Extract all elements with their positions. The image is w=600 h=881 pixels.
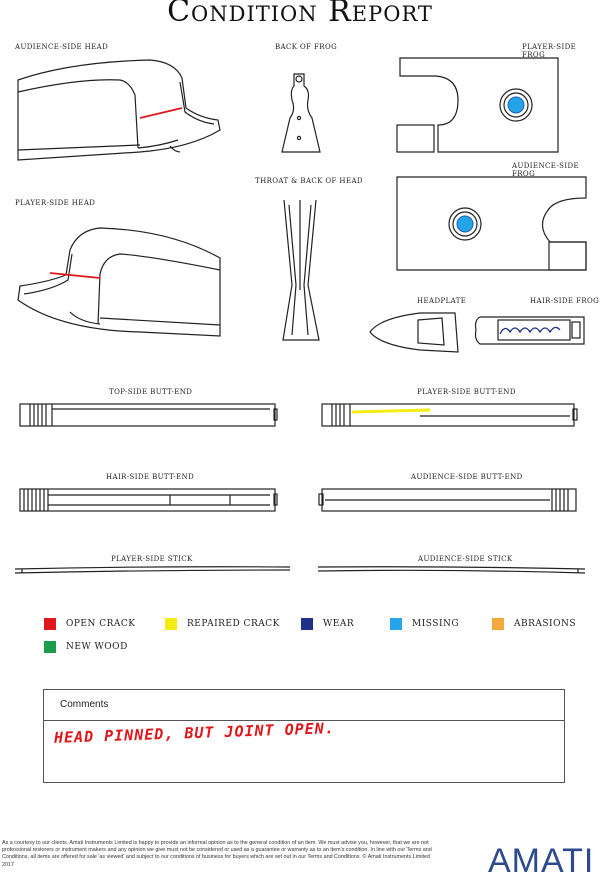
legend-swatch bbox=[44, 618, 56, 630]
comments-text: HEAD PINNED, BUT JOINT OPEN. bbox=[53, 719, 336, 747]
legend-label: REPAIRED CRACK bbox=[187, 619, 280, 629]
legend-new-wood bbox=[44, 641, 128, 653]
diagram-player-side-frog bbox=[397, 58, 558, 152]
diagram-audience-side-butt-end bbox=[319, 489, 576, 511]
label-hair-side-frog: HAIR-SIDE FROG bbox=[530, 297, 600, 305]
comments-box bbox=[43, 689, 565, 783]
diagram-audience-side-stick bbox=[318, 567, 585, 573]
diagram-player-side-head bbox=[18, 228, 220, 336]
diagram-audience-side-frog bbox=[397, 177, 586, 270]
diagram-hair-side-butt-end bbox=[20, 489, 277, 511]
label-top-side-butt-end: TOP-SIDE BUTT-END bbox=[109, 388, 193, 396]
marking-open-crack-audience-head bbox=[140, 108, 182, 118]
diagram-back-of-frog bbox=[282, 74, 320, 152]
legend-open-crack bbox=[44, 618, 136, 630]
legend-swatch bbox=[165, 618, 177, 630]
legend-swatch bbox=[492, 618, 504, 630]
legend-swatch bbox=[301, 618, 313, 630]
label-player-side-stick: PLAYER-SIDE STICK bbox=[111, 555, 193, 563]
legend-wear bbox=[301, 618, 354, 630]
marking-missing-audience-frog bbox=[457, 216, 473, 232]
legend-label: OPEN CRACK bbox=[66, 619, 136, 629]
diagram-audience-side-head bbox=[18, 60, 220, 160]
legend-swatch bbox=[44, 641, 56, 653]
legend-abrasions bbox=[492, 618, 576, 630]
diagram-headplate bbox=[370, 313, 458, 352]
label-hair-side-butt-end: HAIR-SIDE BUTT-END bbox=[106, 473, 195, 481]
label-player-side-frog: PLAYER-SIDE FROG bbox=[522, 43, 577, 59]
label-player-side-head: PLAYER-SIDE HEAD bbox=[15, 199, 96, 207]
legend-label: WEAR bbox=[323, 619, 355, 629]
marking-repaired-crack-player-butt bbox=[352, 410, 430, 412]
marking-missing-player-frog bbox=[508, 97, 524, 113]
legend-swatch bbox=[390, 618, 402, 630]
legend-label: NEW WOOD bbox=[66, 642, 128, 652]
label-throat-back-of-head: THROAT & BACK OF HEAD bbox=[255, 177, 363, 185]
marking-wear-hair-side-frog bbox=[500, 327, 560, 334]
disclaimer: As a courtesy to our clients, Amati Instruments Limited is happy to provide an informal opinion as to the general condition of an item. We must advise you, however, that we are not professional restorers or instrument makers and any opinion we give must not be considered or used as a guarantee or warranty as to an item's condition. In line with our Terms and Conditions, all items are offered for sale 'as viewed' and subject to our conditions of business for buyers which are set out in our Terms and Conditions. © Amati Instruments Limited 2017 bbox=[2, 840, 432, 868]
diagram-player-side-butt-end bbox=[322, 404, 577, 426]
comments-heading: Comments bbox=[44, 690, 564, 721]
marking-open-crack-player-head bbox=[50, 273, 100, 278]
amati-logo: AMATI bbox=[488, 842, 595, 880]
legend-missing bbox=[390, 618, 459, 630]
legend-label: ABRASIONS bbox=[514, 619, 577, 629]
legend-label: MISSING bbox=[412, 619, 460, 629]
label-audience-side-frog: AUDIENCE-SIDE FROG bbox=[512, 162, 580, 178]
page-title: Condition Report bbox=[167, 0, 433, 29]
diagram-throat-back-of-head bbox=[283, 200, 319, 340]
label-audience-side-butt-end: AUDIENCE-SIDE BUTT-END bbox=[411, 473, 523, 481]
legend-repaired-crack bbox=[165, 618, 280, 630]
label-headplate: HEADPLATE bbox=[417, 297, 467, 305]
label-player-side-butt-end: PLAYER-SIDE BUTT-END bbox=[417, 388, 516, 396]
label-audience-side-stick: AUDIENCE-SIDE STICK bbox=[418, 555, 513, 563]
diagram-player-side-stick bbox=[15, 567, 290, 573]
label-audience-side-head: AUDIENCE-SIDE HEAD bbox=[15, 43, 109, 51]
label-back-of-frog: BACK OF FROG bbox=[275, 43, 338, 51]
diagram-top-side-butt-end bbox=[20, 404, 277, 426]
